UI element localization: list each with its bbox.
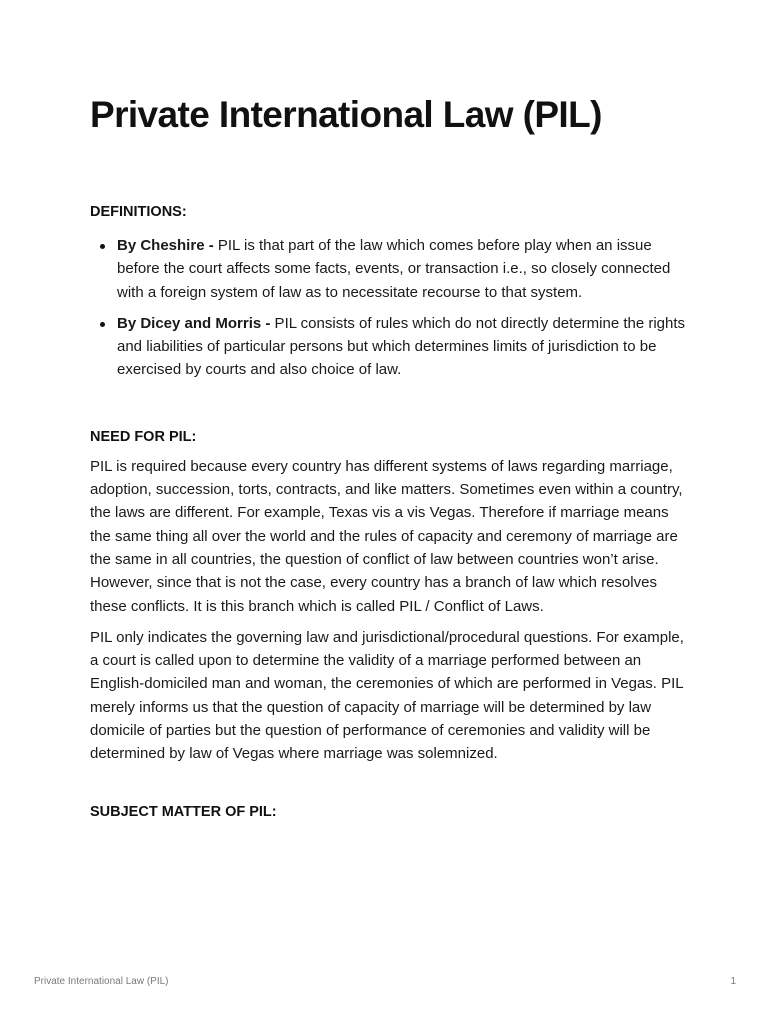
footer-page-number: 1 xyxy=(730,976,736,987)
need-paragraph-2: PIL only indicates the governing law and jurisdictional/procedural questions. For example, a court is called upon to determine the validity of a marriage performed between an English-domiciled man and woman, the ceremonies of which are performed in Vegas. PIL merely informs us that the question of capacity of marriage will be determined by law domicile of parties but the question of performance of ceremonies and validity will be determined by law of Vegas where marriage was solemnized. xyxy=(90,628,684,763)
definition-label: By Cheshire - xyxy=(117,237,214,254)
document-title: Private International Law (PIL) xyxy=(90,94,602,135)
definition-text: PIL is that part of the law which comes before play when an issue before the court affects some facts, events, or transaction i.e., so closely connected with a foreign system of law as to necessitate recourse to that system. xyxy=(117,237,671,301)
definition-item-dicey-morris xyxy=(90,312,690,382)
need-paragraph-1: PIL is required because every country has different systems of laws regarding marriage, adoption, succession, torts, contracts, and like matters. Sometimes even within a country, the laws are different. For example, Texas vis a vis Vegas. Therefore if marriage means the same thing all over the world and the rules of capacity and ceremony of marriage are the same in all countries, the question of conflict of law between countries won’t arise. However, since that is not the case, every country has a branch of law which resolves these conflicts. It is this branch which is called PIL / Conflict of Laws. xyxy=(90,457,683,615)
definition-label: By Dicey and Morris - xyxy=(117,314,271,332)
document-page xyxy=(90,92,690,822)
need-for-pil-heading: NEED FOR PIL: xyxy=(90,428,197,445)
definition-item-cheshire xyxy=(90,234,690,304)
subject-matter-heading: SUBJECT MATTER OF PIL: xyxy=(90,803,277,820)
definitions-heading: DEFINITIONS: xyxy=(90,204,187,220)
bullet-icon xyxy=(100,322,105,327)
footer-document-title: Private International Law (PIL) xyxy=(34,976,169,987)
definitions-list xyxy=(90,234,690,382)
definition-text: PIL consists of rules which do not directly determine the rights and liabilities of particular persons but which determines limits of jurisdiction to be exercised by courts and also choice of law. xyxy=(117,314,686,379)
bullet-icon xyxy=(100,244,105,249)
